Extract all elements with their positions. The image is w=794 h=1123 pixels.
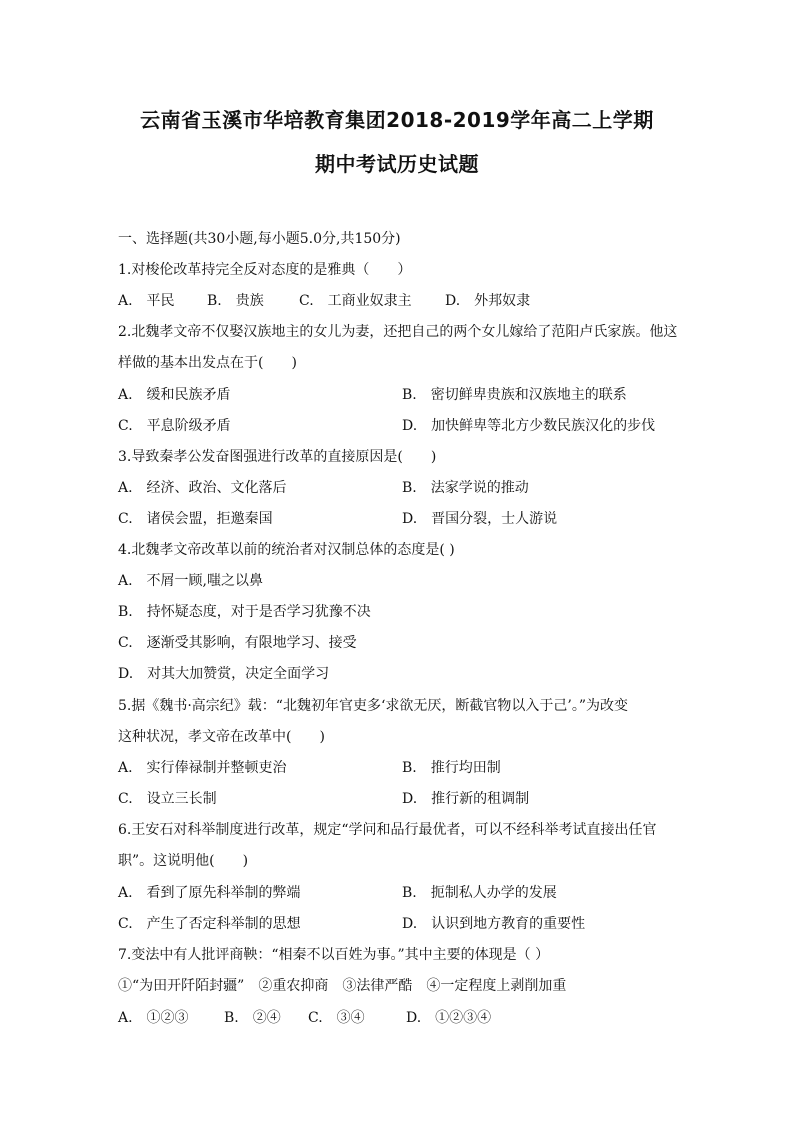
question-5-option-d: D. 推行新的租调制 <box>402 791 530 807</box>
question-3-option-a: A. 经济、政治、文化落后 <box>118 480 287 496</box>
question-3-option-d: D. 晋国分裂，士人游说 <box>402 511 558 527</box>
question-2-option-c: C. 平息阶级矛盾 <box>118 418 231 434</box>
question-2-option-b: B. 密切鲜卑贵族和汉族地主的联系 <box>402 387 627 403</box>
question-6-option-d: D. 认识到地方教育的重要性 <box>402 916 586 932</box>
question-4-option-a: A. 不屑一顾,嗤之以鼻 <box>118 573 264 589</box>
question-7-option-b: B. ②④ <box>224 1010 281 1026</box>
question-1-options <box>118 291 530 311</box>
page-subtitle: 期中考试历史试题 <box>315 152 479 176</box>
question-4-stem: 4.北魏孝文帝改革以前的统治者对汉制总体的态度是( ) <box>118 542 455 558</box>
question-5-stem-line-2: 这种状况，孝文帝在改革中( ) <box>118 729 325 745</box>
question-5-stem-line-1: 5.据《魏书·高宗纪》载：“北魏初年官吏多‘求欲无厌，断截官物以入于己’。”为改变 <box>118 698 629 714</box>
question-7-option-a: A. ①②③ <box>118 1010 189 1026</box>
question-1-option-a: A. 平民 <box>118 293 175 309</box>
question-6-stem-line-1: 6.王安石对科举制度进行改革，规定“学问和品行最优者，可以不经科举考试直接出任官 <box>118 822 657 838</box>
question-1-stem: 1.对梭伦改革持完全反对态度的是雅典（ ） <box>118 262 412 278</box>
question-5-option-c: C. 设立三长制 <box>118 791 217 807</box>
question-1-option-d: D. 外邦奴隶 <box>445 293 531 309</box>
question-7-stem: 7.变法中有人批评商鞅：“相秦不以百姓为事。”其中主要的体现是（ ） <box>118 947 550 963</box>
question-7-options <box>118 1008 491 1028</box>
question-6-option-c: C. 产生了否定科举制的思想 <box>118 916 301 932</box>
question-2-stem-line-1: 2.北魏孝文帝不仅娶汉族地主的女儿为妻，还把自己的两个女儿嫁给了范阳卢氏家族。他这 <box>118 324 678 340</box>
question-7-option-d: D. ①②③④ <box>406 1010 492 1026</box>
question-2-option-a: A. 缓和民族矛盾 <box>118 387 231 403</box>
question-2-option-d: D. 加快鲜卑等北方少数民族汉化的步伐 <box>402 418 656 434</box>
question-2-stem-line-2: 样做的基本出发点在于( ) <box>118 355 297 371</box>
question-3-option-b: B. 法家学说的推动 <box>402 480 529 496</box>
question-3-stem: 3.导致秦孝公发奋图强进行改革的直接原因是( ) <box>118 449 437 465</box>
question-4-option-d: D. 对其大加赞赏，决定全面学习 <box>118 666 330 682</box>
question-7-statements: ①“为田开阡陌封疆” ②重农抑商 ③法律严酷 ④一定程度上剥削加重 <box>118 978 567 994</box>
question-5-option-b: B. 推行均田制 <box>402 760 501 776</box>
question-1-option-c: C. 工商业奴隶主 <box>299 293 412 309</box>
page-title: 云南省玉溪市华培教育集团2018-2019学年高二上学期 <box>140 108 654 132</box>
question-6-option-a: A. 看到了原先科举制的弊端 <box>118 885 301 901</box>
question-6-stem-line-2: 职”。这说明他( ) <box>118 853 249 869</box>
question-5-option-a: A. 实行俸禄制并整顿吏治 <box>118 760 287 776</box>
question-1-option-b: B. 贵族 <box>207 293 264 309</box>
question-6-option-b: B. 扼制私人办学的发展 <box>402 885 557 901</box>
question-4-option-c: C. 逐渐受其影响，有限地学习、接受 <box>118 635 357 651</box>
question-3-option-c: C. 诸侯会盟，拒邀秦国 <box>118 511 273 527</box>
question-4-option-b: B. 持怀疑态度，对于是否学习犹豫不决 <box>118 604 371 620</box>
question-7-option-c: C. ③④ <box>308 1010 365 1026</box>
section-heading: 一、选择题(共30小题,每小题5.0分,共150分) <box>118 231 401 247</box>
